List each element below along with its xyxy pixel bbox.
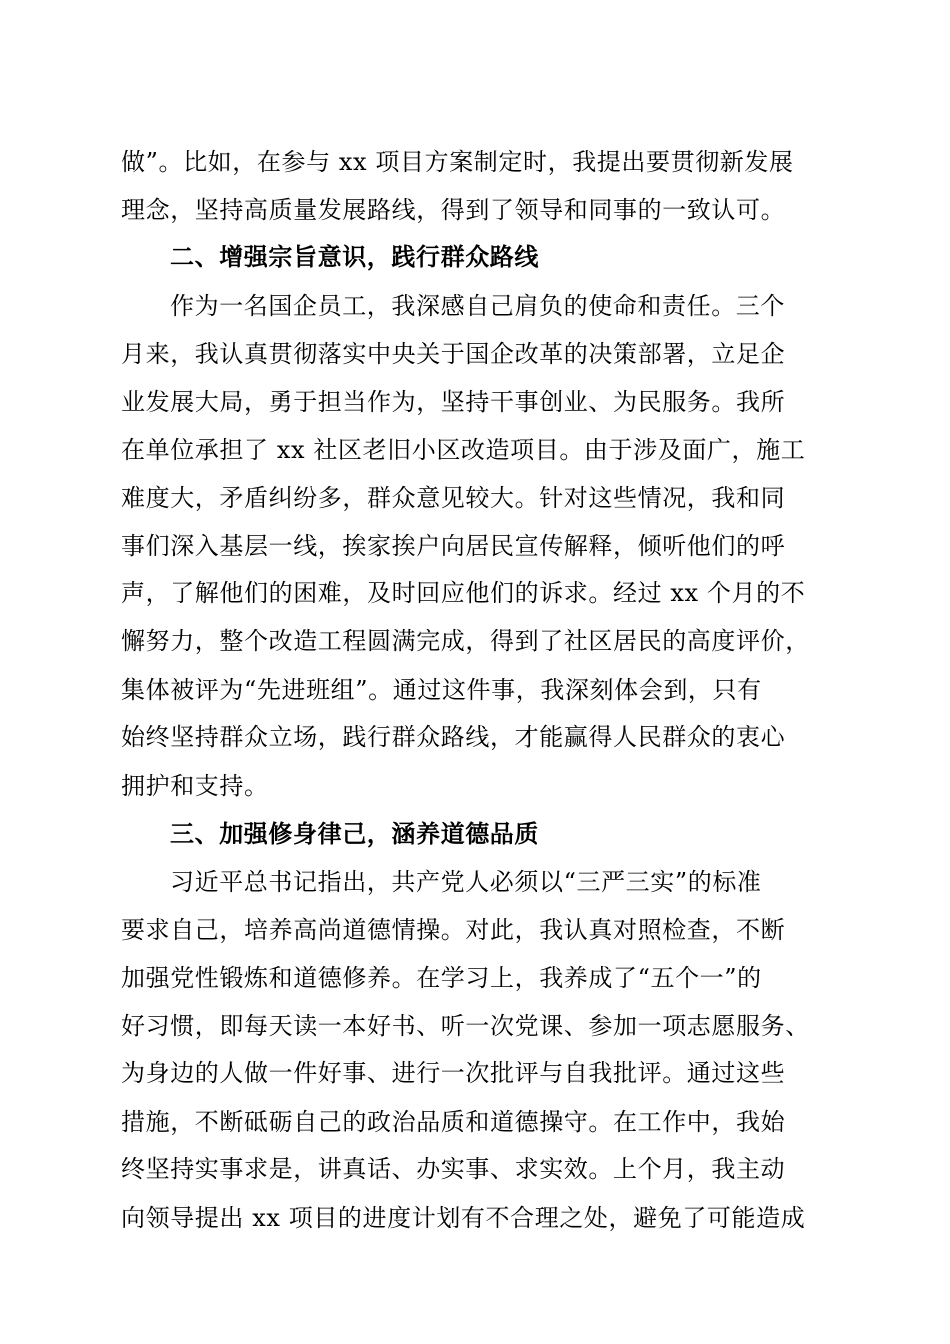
section-heading-3: 三、加强修身律己，涵养道德品质 xyxy=(170,820,539,848)
body-text-line: 始终坚持群众立场，践行群众路线，才能赢得人民群众的衷心 xyxy=(121,723,786,751)
body-text-line: 在单位承担了 xx 社区老旧小区改造项目。由于涉及面广，施工 xyxy=(121,436,806,464)
body-text-line: 要求自己，培养高尚道德情操。对此，我认真对照检查，不断 xyxy=(121,916,786,944)
body-text-line: 措施，不断砥砺自己的政治品质和道德操守。在工作中，我始 xyxy=(121,1108,786,1136)
body-text-line: 习近平总书记指出，共产党人必须以“三严三实”的标准 xyxy=(170,868,762,896)
body-text-line: 拥护和支持。 xyxy=(121,772,269,800)
body-text-line: 加强党性锻炼和道德修养。在学习上，我养成了“五个一”的 xyxy=(121,964,762,992)
body-text-line: 做”。比如，在参与 xx 项目方案制定时，我提出要贯彻新发展 xyxy=(121,148,794,176)
body-text-line: 事们深入基层一线，挨家挨户向居民宣传解释，倾听他们的呼 xyxy=(121,532,786,560)
body-text-line: 作为一名国企员工，我深感自己肩负的使命和责任。三个 xyxy=(170,292,785,320)
body-text-line: 为身边的人做一件好事、进行一次批评与自我批评。通过这些 xyxy=(121,1059,786,1087)
body-text-line: 集体被评为“先进班组”。通过这件事，我深刻体会到，只有 xyxy=(121,676,762,704)
body-text-line: 向领导提出 xx 项目的进度计划有不合理之处，避免了可能造成 xyxy=(121,1204,806,1232)
body-text-line: 理念，坚持高质量发展路线，得到了领导和同事的一致认可。 xyxy=(121,196,786,224)
body-text-line: 月来，我认真贯彻落实中央关于国企改革的决策部署，立足企 xyxy=(121,340,786,368)
body-text-line: 声，了解他们的困难，及时回应他们的诉求。经过 xx 个月的不 xyxy=(121,579,806,607)
body-text-line: 难度大，矛盾纠纷多，群众意见较大。针对这些情况，我和同 xyxy=(121,484,786,512)
body-text-line: 业发展大局，勇于担当作为，坚持干事创业、为民服务。我所 xyxy=(121,388,786,416)
body-text-line: 好习惯，即每天读一本好书、听一次党课、参加一项志愿服务、 xyxy=(121,1012,810,1040)
body-text-line: 懈努力，整个改造工程圆满完成，得到了社区居民的高度评价， xyxy=(121,627,810,655)
body-text-line: 终坚持实事求是，讲真话、办实事、求实效。上个月，我主动 xyxy=(121,1155,786,1183)
section-heading-2: 二、增强宗旨意识，践行群众路线 xyxy=(170,243,539,271)
